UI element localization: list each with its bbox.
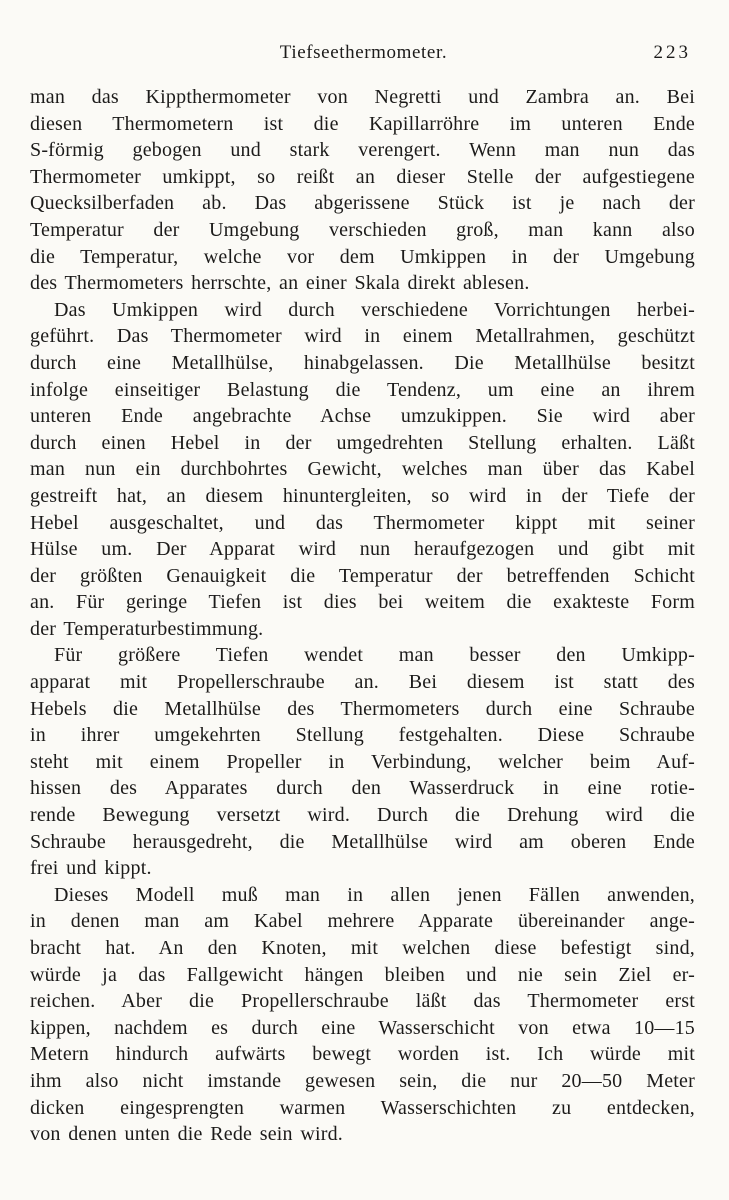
text-line: Das Umkippen wird durch verschiedene Vorrichtungen herbei-	[54, 298, 695, 321]
text-line: Temperatur der Umgebung verschieden groß, man kann also	[30, 218, 695, 241]
text-line: in ihrer umgekehrten Stellung festgehalten. Diese Schraube	[30, 724, 695, 747]
page-number: 223	[653, 42, 691, 63]
paragraph	[30, 642, 695, 881]
text-line: dicken eingesprengten warmen Wasserschichten zu entdecken,	[30, 1096, 695, 1119]
text-line: Metern hindurch aufwärts bewegt worden ist. Ich würde mit	[30, 1043, 695, 1066]
text-line: man das Kippthermometer von Negretti und Zambra an. Bei	[30, 86, 695, 108]
text-line: der Temperaturbestimmung.	[30, 617, 264, 640]
text-line: geführt. Das Thermometer wird in einem Metallrahmen, geschützt	[30, 325, 695, 348]
text-line: an. Für geringe Tiefen ist dies bei weitem die exakteste Form	[30, 591, 695, 614]
text-line: unteren Ende angebrachte Achse umzukippen. Sie wird aber	[30, 405, 695, 428]
text-line: man nun ein durchbohrtes Gewicht, welches man über das Kabel	[30, 458, 695, 481]
text-block	[30, 84, 695, 1148]
text-line: apparat mit Propellerschraube an. Bei diesem ist statt des	[30, 671, 695, 694]
text-line: ihm also nicht imstande gewesen sein, die nur 20—50 Meter	[30, 1069, 695, 1092]
text-line: frei und kippt.	[30, 857, 152, 880]
text-line: Hebels die Metallhülse des Thermometers durch eine Schraube	[30, 697, 695, 720]
text-line: durch eine Metallhülse, hinabgelassen. Die Metallhülse besitzt	[30, 351, 695, 374]
text-line: steht mit einem Propeller in Verbindung, welcher beim Auf-	[30, 750, 695, 773]
text-line: infolge einseitiger Belastung die Tendenz, um eine an ihrem	[30, 378, 695, 401]
text-line: diesen Thermometern ist die Kapillarröhre im unteren Ende	[30, 112, 695, 135]
paragraph	[30, 297, 695, 643]
paragraph	[30, 882, 695, 1148]
text-line: des Thermometers herrschte, an einer Skala direkt ablesen.	[30, 272, 530, 295]
text-line: durch einen Hebel in der umgedrehten Stellung erhalten. Läßt	[30, 431, 695, 454]
header-title: Tiefseethermometer.	[279, 42, 448, 63]
text-line: Hebel ausgeschaltet, und das Thermometer kippt mit seiner	[30, 511, 695, 534]
text-line: kippen, nachdem es durch eine Wasserschicht von etwa 10—15	[30, 1016, 695, 1039]
text-line: die Temperatur, welche vor dem Umkippen in der Umgebung	[30, 245, 695, 268]
text-line: von denen unten die Rede sein wird.	[30, 1123, 343, 1146]
text-line: Thermometer umkippt, so reißt an dieser Stelle der aufgestiegene	[30, 165, 695, 188]
text-line: reichen. Aber die Propellerschraube läßt das Thermometer erst	[30, 990, 695, 1013]
text-line: der größten Genauigkeit die Temperatur der betreffenden Schicht	[30, 564, 695, 587]
text-line: hissen des Apparates durch den Wasserdruck in eine rotie-	[30, 777, 695, 800]
text-line: Dieses Modell muß man in allen jenen Fällen anwenden,	[54, 883, 695, 906]
running-header	[30, 42, 697, 66]
text-line: in denen man am Kabel mehrere Apparate übereinander ange-	[30, 910, 695, 933]
text-line: Für größere Tiefen wendet man besser den Umkipp-	[54, 644, 695, 667]
text-line: gestreift hat, an diesem hinuntergleiten, so wird in der Tiefe der	[30, 484, 695, 507]
text-line: würde ja das Fallgewicht hängen bleiben und nie sein Ziel er-	[30, 963, 695, 986]
text-line: Schraube herausgedreht, die Metallhülse wird am oberen Ende	[30, 830, 695, 853]
text-line: Hülse um. Der Apparat wird nun heraufgezogen und gibt mit	[30, 538, 695, 561]
text-line: rende Bewegung versetzt wird. Durch die Drehung wird die	[30, 804, 695, 827]
text-line: S-förmig gebogen und stark verengert. Wenn man nun das	[30, 139, 695, 162]
text-line: bracht hat. An den Knoten, mit welchen diese befestigt sind,	[30, 937, 695, 959]
text-line: Quecksilberfaden ab. Das abgerissene Stück ist je nach der	[30, 192, 695, 215]
paragraph	[30, 84, 695, 297]
